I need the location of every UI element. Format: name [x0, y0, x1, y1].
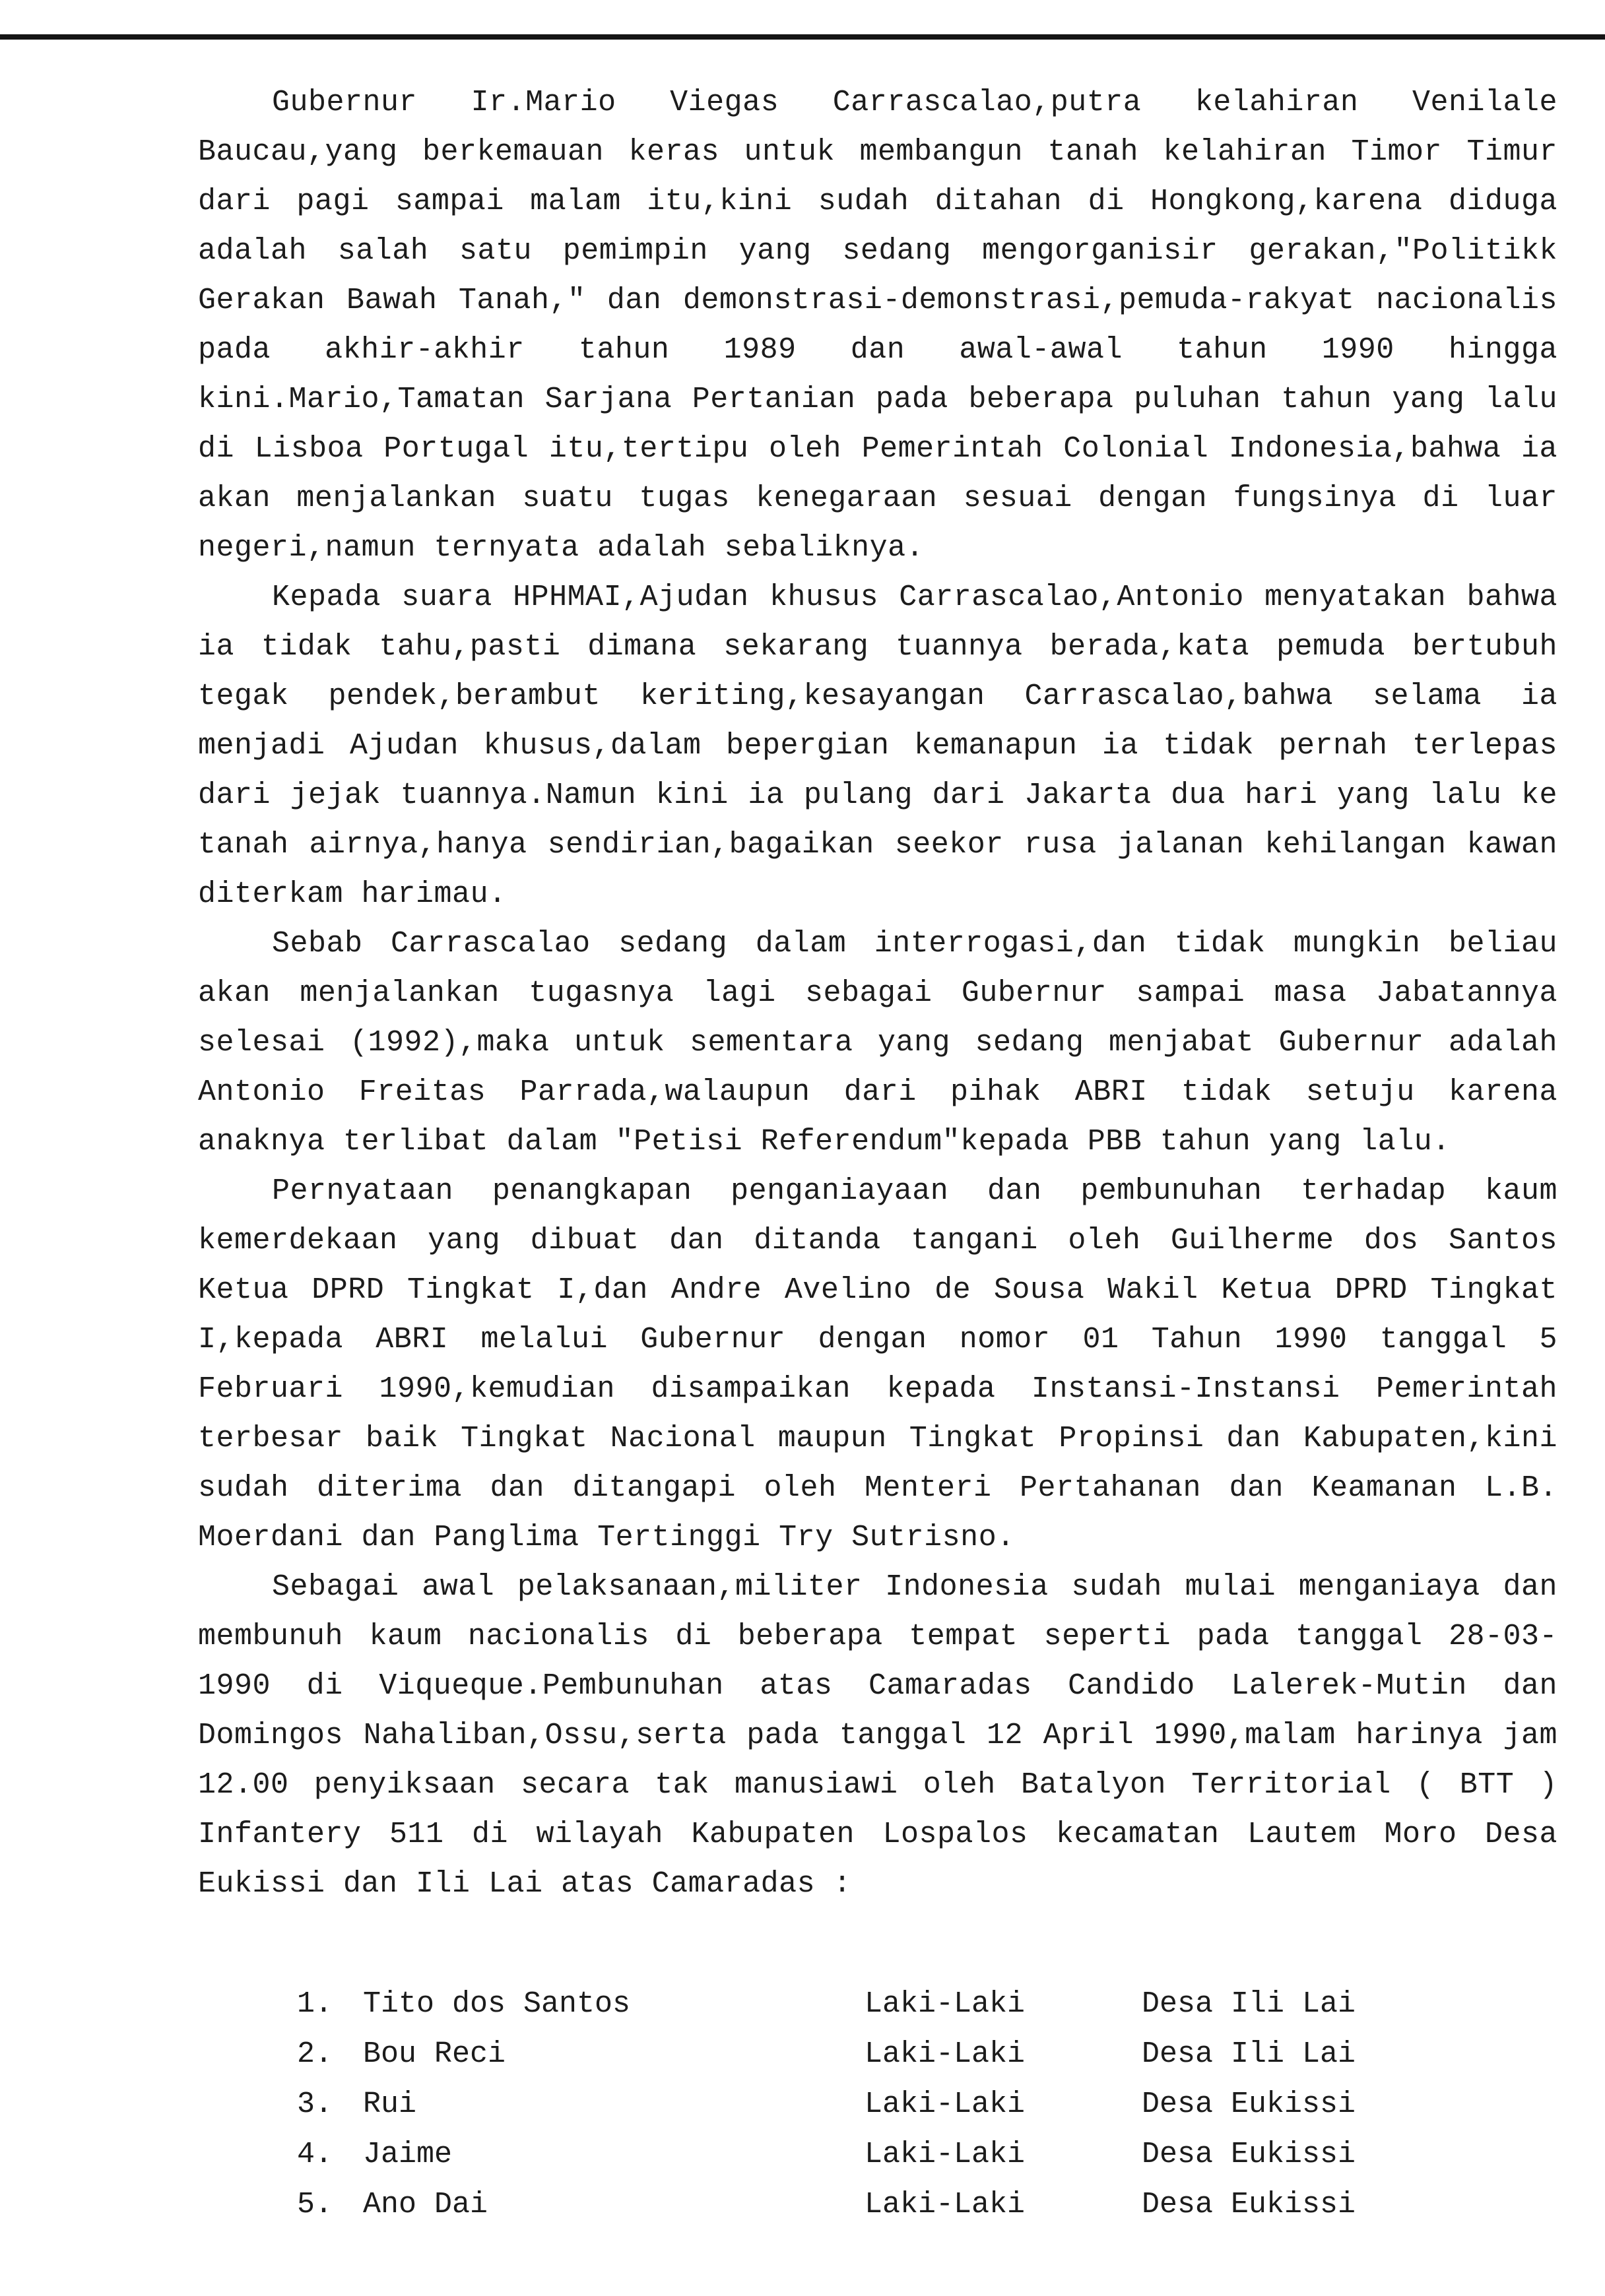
victim-gender: Laki-Laki	[865, 1987, 1026, 2021]
list-item	[297, 2130, 1419, 2180]
victim-name: Bou Reci	[363, 2037, 506, 2071]
paragraph-military-abuses: Sebagai awal pelaksanaan,militer Indonesia sudah mulai menganiaya dan membunuh kaum nacionalis di beberapa tempat seperti pada tanggal 28-03-1990 di Viqueque.Pembunuhan atas Camaradas Candido Lalerek-Mutin dan Domingos Nahaliban,Ossu,serta pada tanggal 12 April 1990,malam harinya jam 12.00 penyiksaan secara tak manusiawi oleh Batalyon Territorial ( BTT ) Infantery 511 di wilayah Kabupaten Lospalos kecamatan Lautem Moro Desa Eukissi dan Ili Lai atas Camaradas :	[198, 1570, 1557, 1901]
victim-village: Desa Eukissi	[1142, 2088, 1356, 2121]
victim-name: Rui	[363, 2088, 417, 2121]
victim-village: Desa Ili Lai	[1142, 1987, 1356, 2021]
paragraph-governor-detained: Gubernur Ir.Mario Viegas Carrascalao,putra kelahiran Venilale Baucau,yang berkemauan keras untuk membangun tanah kelahiran Timor Timur dari pagi sampai malam itu,kini sudah ditahan di Hongkong,karena diduga adalah salah satu pemimpin yang sedang mengorganisir gerakan,"Politikk Gerakan Bawah Tanah," dan demonstrasi-demonstrasi,pemuda-rakyat nacionalis pada akhir-akhir tahun 1989 dan awal-awal tahun 1990 hingga kini.Mario,Tamatan Sarjana Pertanian pada beberapa puluhan tahun yang lalu di Lisboa Portugal itu,tertipu oleh Pemerintah Colonial Indonesia,bahwa ia akan menjalankan suatu tugas kenegaraan sesuai dengan fungsinya di luar negeri,namun ternyata adalah sebaliknya.	[198, 86, 1557, 565]
victim-gender: Laki-Laki	[865, 2037, 1026, 2071]
victims-list	[297, 1979, 1419, 2230]
item-number: 1.	[297, 1987, 333, 2021]
list-item	[297, 2029, 1419, 2080]
victim-village: Desa Eukissi	[1142, 2188, 1356, 2221]
item-number: 4.	[297, 2138, 333, 2171]
victim-village: Desa Ili Lai	[1142, 2037, 1356, 2071]
list-item	[297, 2080, 1419, 2130]
victim-gender: Laki-Laki	[865, 2138, 1026, 2171]
paragraph-acting-governor: Sebab Carrascalao sedang dalam interrogasi,dan tidak mungkin beliau akan menjalankan tugasnya lagi sebagai Gubernur sampai masa Jabatannya selesai (1992),maka untuk sementara yang sedang menjabat Gubernur adalah Antonio Freitas Parrada,walaupun dari pihak ABRI tidak setuju karena anaknya terlibat dalam "Petisi Referendum"kepada PBB tahun yang lalu.	[198, 927, 1557, 1159]
item-number: 5.	[297, 2188, 333, 2221]
top-rule	[0, 34, 1605, 40]
list-item	[297, 2180, 1419, 2230]
victim-name: Jaime	[363, 2138, 453, 2171]
victim-village: Desa Eukissi	[1142, 2138, 1356, 2171]
paragraph-dprd-statement: Pernyataan penangkapan penganiayaan dan pembunuhan terhadap kaum kemerdekaan yang dibuat dan ditanda tangani oleh Guilherme dos Santos Ketua DPRD Tingkat I,dan Andre Avelino de Sousa Wakil Ketua DPRD Tingkat I,kepada ABRI melalui Gubernur dengan nomor 01 Tahun 1990 tanggal 5 Februari 1990,kemudian disampaikan kepada Instansi-Instansi Pemerintah terbesar baik Tingkat Nacional maupun Tingkat Propinsi dan Kabupaten,kini sudah diterima dan ditangapi oleh Menteri Pertahanan dan Keamanan L.B. Moerdani dan Panglima Tertinggi Try Sutrisno.	[198, 1174, 1557, 1554]
item-number: 3.	[297, 2088, 333, 2121]
paragraph-adjutant-statement: Kepada suara HPHMAI,Ajudan khusus Carrascalao,Antonio menyatakan bahwa ia tidak tahu,pasti dimana sekarang tuannya berada,kata pemuda bertubuh tegak pendek,berambut keriting,kesayangan Carrascalao,bahwa selama ia menjadi Ajudan khusus,dalam bepergian kemanapun ia tidak pernah terlepas dari jejak tuannya.Namun kini ia pulang dari Jakarta dua hari yang lalu ke tanah airnya,hanya sendirian,bagaikan seekor rusa jalanan kehilangan kawan diterkam harimau.	[198, 581, 1557, 911]
document-body	[198, 78, 1557, 1909]
list-item	[297, 1979, 1419, 2029]
victim-name: Ano Dai	[363, 2188, 488, 2221]
item-number: 2.	[297, 2037, 333, 2071]
victim-gender: Laki-Laki	[865, 2188, 1026, 2221]
victim-gender: Laki-Laki	[865, 2088, 1026, 2121]
victim-name: Tito dos Santos	[363, 1987, 631, 2021]
